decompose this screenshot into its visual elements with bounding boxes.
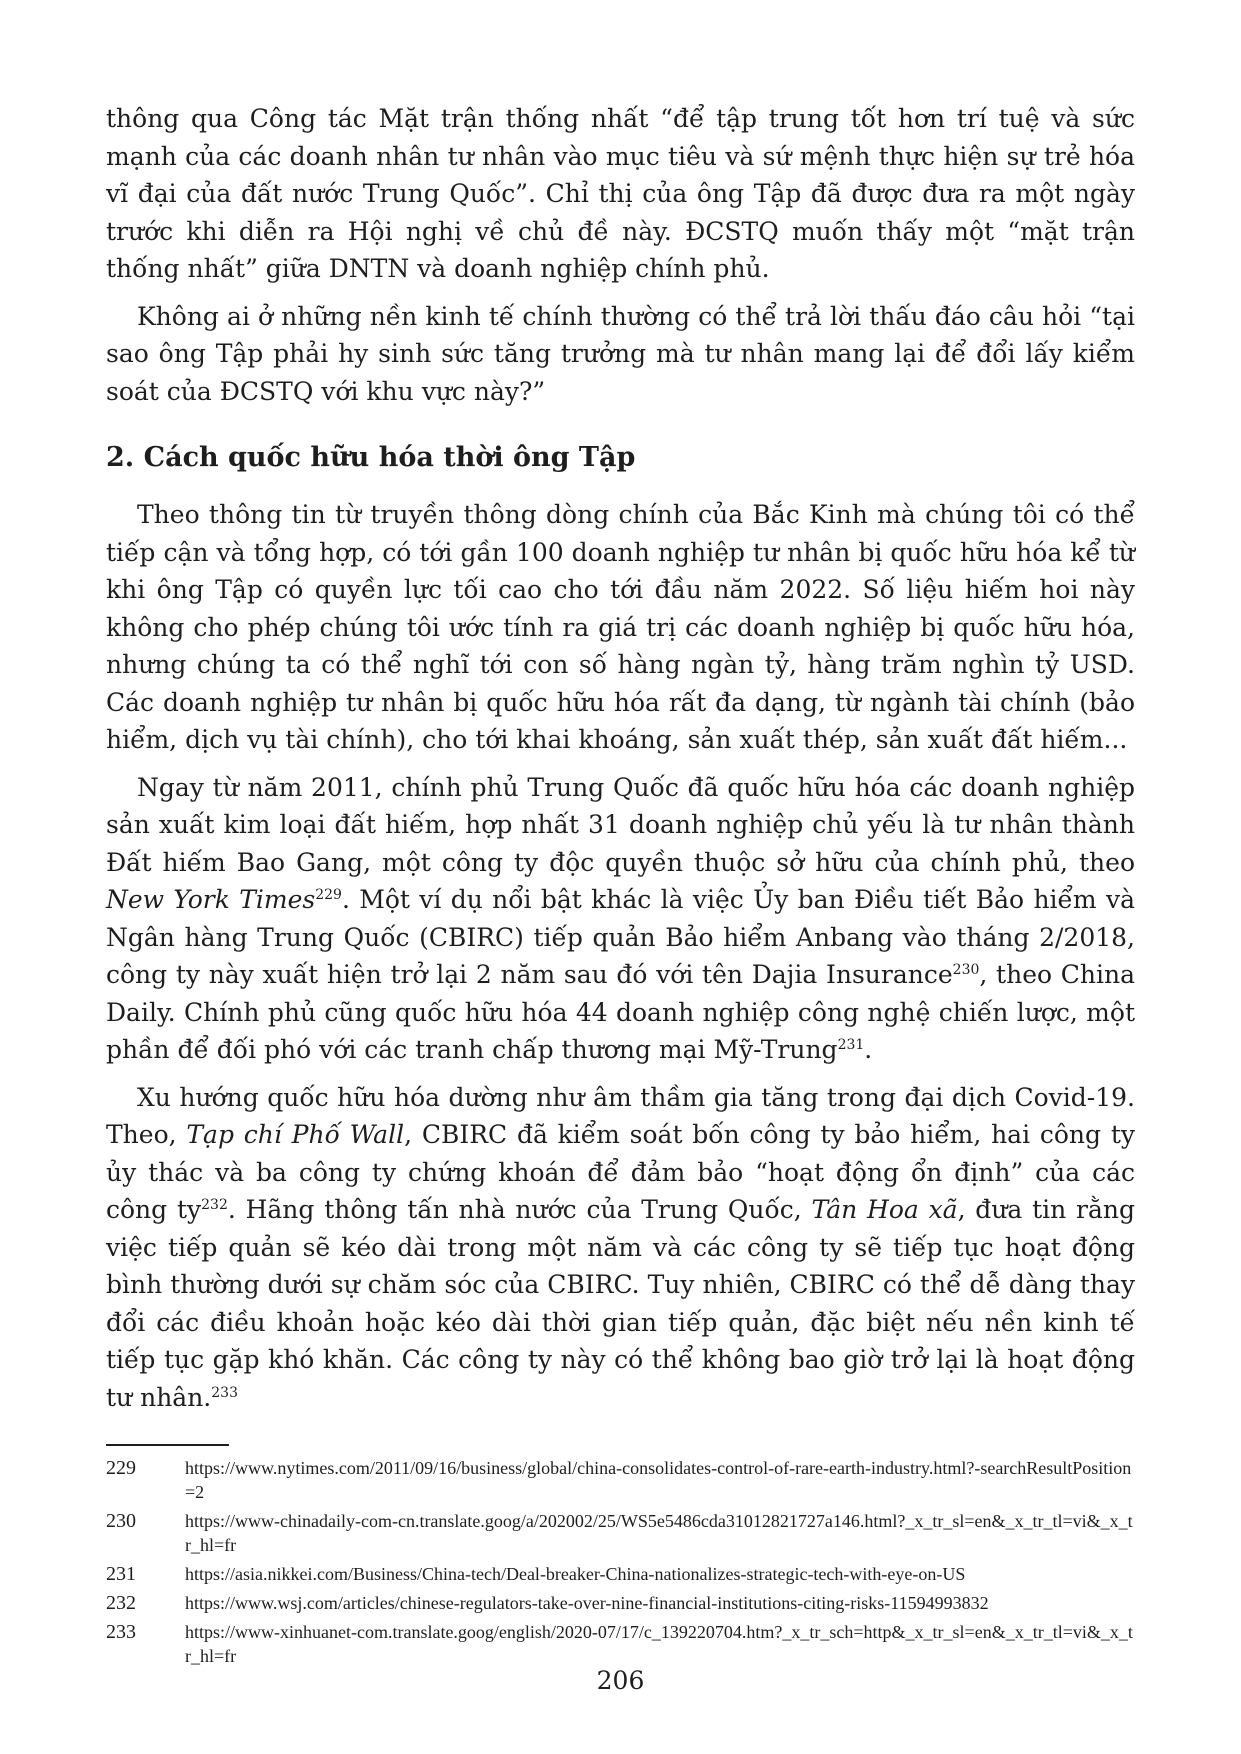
footnote-232	[106, 1591, 1135, 1615]
footnote-number: 233	[106, 1621, 136, 1643]
paragraph-question: Không ai ở những nền kinh tế chính thường có thể trả lời thấu đáo câu hỏi “tại sao ông Tập phải hy sinh sức tăng trưởng mà tư nhân mang lại để đổi lấy kiểm soát của ĐCSTQ với khu vực này?”	[106, 301, 1135, 406]
footnote-link[interactable]: https://www.nytimes.com/2011/09/16/business/global/china-consolidates-control-of-rare-earth-industry.html?-searchResultPosition=2	[185, 1458, 1132, 1502]
footnote-229	[106, 1456, 1135, 1504]
paragraph-nationalization-overview: Theo thông tin từ truyền thông dòng chính của Bắc Kinh mà chúng tôi có thể tiếp cận và tổng hợp, có tới gần 100 doanh nghiệp tư nhân bị quốc hữu hóa kể từ khi ông Tập có quyền lực tối cao cho tới đầu năm 2022. Số liệu hiếm hoi này không cho phép chúng tôi ước tính ra giá trị các doanh nghiệp bị quốc hữu hóa, nhưng chúng ta có thể nghĩ tới con số hàng ngàn tỷ, hàng trăm nghìn tỷ USD. Các doanh nghiệp tư nhân bị quốc hữu hóa rất đa dạng, từ ngành tài chính (bảo hiểm, dịch vụ tài chính), cho tới khai khoáng, sản xuất thép, sản xuất đất hiếm...	[106, 500, 1135, 754]
source-new-york-times: New York Times	[106, 885, 316, 914]
paragraph-rare-earth-examples: Ngay từ năm 2011, chính phủ Trung Quốc đã quốc hữu hóa các doanh nghiệp sản xuất kim loại đất hiếm, hợp nhất 31 doanh nghiệp chủ yếu là tư nhân thành Đất hiếm Bao Gang, một công ty độc quyền thuộc sở hữu của chính phủ, theo New York Times$^{229}$. Một ví dụ nổi bật khác là việc Ủy ban Điều tiết Bảo hiểm và Ngân hàng Trung Quốc (CBIRC) tiếp quản Bảo hiểm Anbang vào tháng 2/2018, công ty này xuất hiện trở lại 2 năm sau đó với tên Dajia Insurance$^{230}$, theo China Daily. Chính phủ cũng quốc hữu hóa 44 doanh nghiệp công nghệ chiến lược, một phần để đối phó với các tranh chấp thương mại Mỹ-Trung$^{231}$.	[106, 772, 1135, 1064]
footnote-number: 230	[106, 1510, 136, 1532]
source-xinhua: Tân Hoa xã	[811, 1195, 958, 1224]
footnote-link[interactable]: https://www-chinadaily-com-cn.translate.goog/a/202002/25/WS5e5486cda31012821727a146.html?_x_tr_sl=en&_x_tr_tl=vi&_x_tr_hl=fr	[185, 1511, 1133, 1555]
footnote-233	[106, 1620, 1135, 1668]
section-heading: 2. Cách quốc hữu hóa thời ông Tập	[106, 442, 636, 473]
footnote-231	[106, 1562, 1135, 1586]
footnote-link[interactable]: https://www.wsj.com/articles/chinese-regulators-take-over-nine-financial-institutions-citing-risks-11594993832	[185, 1593, 989, 1613]
footnote-number: 231	[106, 1563, 136, 1585]
footnote-number: 229	[106, 1457, 136, 1479]
footnote-ref-229[interactable]: 229	[315, 887, 342, 903]
footnote-ref-230[interactable]: 230	[952, 962, 980, 978]
footnote-ref-232[interactable]: 232	[201, 1197, 228, 1213]
footnote-ref-231[interactable]: 231	[837, 1037, 865, 1053]
footnote-link[interactable]: https://www-xinhuanet-com.translate.goog/english/2020-07/17/c_139220704.htm?_x_tr_sch=http&_x_tr_sl=en&_x_tr_tl=vi&_x_tr_hl=fr	[185, 1622, 1133, 1666]
source-wall-street-journal: Tạp chí Phố Wall	[186, 1120, 405, 1149]
paragraph-covid-trend: Xu hướng quốc hữu hóa dường như âm thầm gia tăng trong đại dịch Covid-19. Theo, Tạp chí Phố Wall, CBIRC đã kiểm soát bốn công ty bảo hiểm, hai công ty ủy thác và ba công ty chứng khoán để đảm bảo “hoạt động ổn định” của các công ty$^{232}$. Hãng thông tấn nhà nước của Trung Quốc, Tân Hoa xã, đưa tin rằng việc tiếp quản sẽ kéo dài trong một năm và các công ty sẽ tiếp tục hoạt động bình thường dưới sự chăm sóc của CBIRC. Tuy nhiên, CBIRC có thể dễ dàng thay đổi các điều khoản hoặc kéo dài thời gian tiếp quản, đặc biệt nếu nền kinh tế tiếp tục gặp khó khăn. Các công ty này có thể không bao giờ trở lại là hoạt động tư nhân.$^{233}$	[106, 1082, 1135, 1412]
footnote-ref-233[interactable]: 233	[211, 1384, 238, 1401]
footnote-number: 232	[106, 1592, 136, 1614]
paragraph-continued: thông qua Công tác Mặt trận thống nhất “để tập trung tốt hơn trí tuệ và sức mạnh của các doanh nhân tư nhân vào mục tiêu và sứ mệnh thực hiện sự trẻ hóa vĩ đại của đất nước Trung Quốc”. Chỉ thị của ông Tập đã được đưa ra một ngày trước khi diễn ra Hội nghị về chủ đề này. ĐCSTQ muốn thấy một “mặt trận thống nhất” giữa DNTN và doanh nghiệp chính phủ.	[106, 104, 1135, 283]
footnote-divider	[106, 1444, 229, 1446]
page-number: 206	[596, 1666, 645, 1695]
footnote-230	[106, 1509, 1135, 1557]
footnote-link[interactable]: https://asia.nikkei.com/Business/China-tech/Deal-breaker-China-nationalizes-strategic-tech-with-eye-on-US	[185, 1564, 966, 1584]
